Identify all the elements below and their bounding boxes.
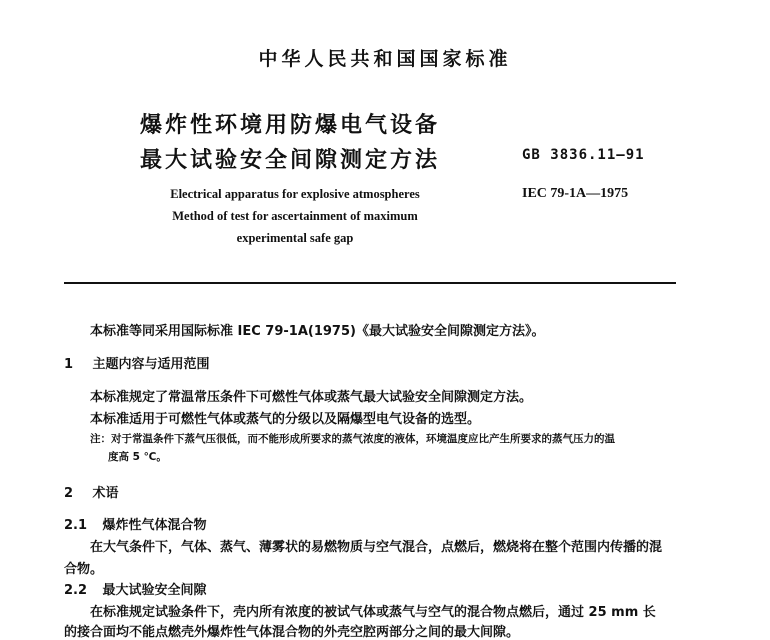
section2-heading [64, 482, 119, 501]
standard-number: GB 3836.11—91 [522, 147, 645, 163]
intro-paragraph: 本标准等同采用国际标准 IEC 79-1A(1975)《最大试验安全间隙测定方法》。 [90, 324, 545, 339]
section1-note-line1: 注：对于常温条件下蒸气压很低，而不能形成所要求的蒸气浓度的液体，环境温度应比产生所要求的蒸气压力的温 [90, 433, 615, 445]
subsection-2-1-text-line2: 合物。 [64, 562, 104, 577]
section1-number: 1 [64, 357, 74, 372]
iec-reference: IEC 79-1A—1975 [522, 186, 629, 201]
section1-note-line2: 度高 5 ℃。 [108, 451, 167, 463]
title-en-line1: Electrical apparatus for explosive atmospheres [170, 187, 420, 201]
title-en-line3: experimental safe gap [236, 231, 354, 245]
subsection-2-1-heading [64, 514, 207, 533]
subsection-2-2-heading [64, 579, 207, 598]
subsection-2-1-number: 2.1 [64, 518, 88, 533]
title-en-line2: Method of test for ascertainment of maximum [172, 209, 418, 223]
title-zh-line1: 爆炸性环境用防爆电气设备 [140, 113, 441, 138]
subsection-2-2-text-line1: 在标准规定试验条件下，壳内所有浓度的被试气体或蒸气与空气的混合物点燃后，通过 25 mm 长 [90, 605, 656, 620]
subsection-2-2-text-line2: 的接合面均不能点燃壳外爆炸性气体混合物的外壳空腔两部分之间的最大间隙。 [64, 625, 520, 640]
subsection-2-2-title: 最大试验安全间隙 [102, 583, 207, 598]
subsection-2-2-number: 2.2 [64, 583, 88, 598]
section1-para1: 本标准规定了常温常压条件下可燃性气体或蒸气最大试验安全间隙测定方法。 [90, 390, 533, 405]
title-zh-line2: 最大试验安全间隙测定方法 [140, 148, 441, 173]
section2-title: 术语 [92, 486, 119, 501]
section1-heading [64, 353, 210, 372]
subsection-2-1-text-line1: 在大气条件下，气体、蒸气、薄雾状的易燃物质与空气混合，点燃后，燃烧将在整个范围内传播的混 [90, 540, 663, 555]
section1-title: 主题内容与适用范围 [92, 357, 210, 372]
header-divider [64, 282, 676, 284]
section1-para2: 本标准适用于可燃性气体或蒸气的分级以及隔爆型电气设备的选型。 [90, 412, 481, 427]
subsection-2-1-title: 爆炸性气体混合物 [102, 518, 207, 533]
national-standard-heading: 中华人民共和国国家标准 [258, 48, 512, 70]
section2-number: 2 [64, 486, 74, 501]
